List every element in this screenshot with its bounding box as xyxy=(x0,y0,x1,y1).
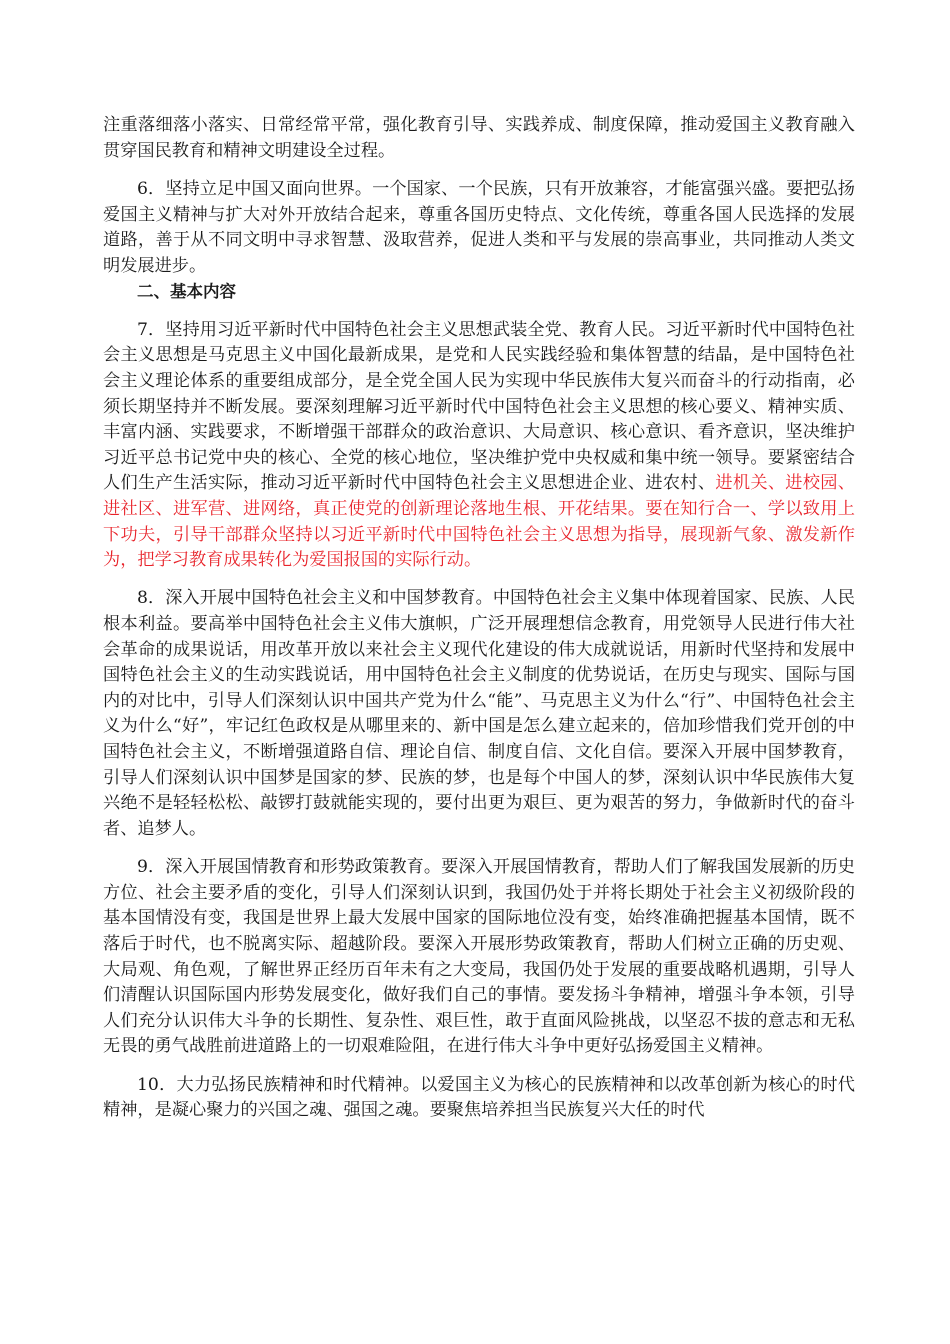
paragraph-7 xyxy=(103,318,855,574)
paragraph-7-highlighted-text: 进机关、进校园、进社区、进军营、进网络，真正使党的创新理论落地生根、开花结果。要在知行合一、学以致用上下功夫，引导干部群众坚持以习近平新时代中国特色社会主义思想为指导，展现新气象、激发新作为，把学习教育成果转化为爱国报国的实际行动。 xyxy=(103,473,855,571)
paragraph-continuation: 注重落细落小落实、日常经常平常，强化教育引导、实践养成、制度保障，推动爱国主义教育融入贯穿国民教育和精神文明建设全过程。 xyxy=(103,115,855,161)
paragraph-10: 10．大力弘扬民族精神和时代精神。以爱国主义为核心的民族精神和以改革创新为核心的时代精神，是凝心聚力的兴国之魂、强国之魂。要聚焦培养担当民族复兴大任的时代 xyxy=(103,1074,855,1121)
paragraph-9: 9．深入开展国情教育和形势政策教育。要深入开展国情教育，帮助人们了解我国发展新的历史方位、社会主要矛盾的变化，引导人们深刻认识到，我国仍处于并将长期处于社会主义初级阶段的基本国情没有变，我国是世界上最大发展中国家的国际地位没有变，始终准确把握基本国情，既不落后于时代，也不脱离实际、超越阶段。要深入开展形势政策教育，帮助人们树立正确的历史观、大局观、角色观，了解世界正经历百年未有之大变局，我国仍处于发展的重要战略机遇期，引导人们清醒认识国际国内形势发展变化，做好我们自己的事情。要发扬斗争精神，增强斗争本领，引导人们充分认识伟大斗争的长期性、复杂性、艰巨性，敢于直面风险挑战，以坚忍不拔的意志和无私无畏的勇气战胜前进道路上的一切艰难险阻，在进行伟大斗争中更好弘扬爱国主义精神。 xyxy=(103,857,855,1057)
paragraph-6: 6．坚持立足中国又面向世界。一个国家、一个民族，只有开放兼容，才能富强兴盛。要把弘扬爱国主义精神与扩大对外开放结合起来，尊重各国历史特点、文化传统，尊重各国人民选择的发展道路，善于从不同文明中寻求智慧、汲取营养，促进人类和平与发展的崇高事业，共同推动人类文明发展进步。 xyxy=(103,178,855,276)
paragraph-7-text: 7．坚持用习近平新时代中国特色社会主义思想武装全党、教育人民。习近平新时代中国特色社会主义思想是马克思主义中国化最新成果，是党和人民实践经验和集体智慧的结晶，是中国特色社会主义理论体系的重要组成部分，是全党全国人民为实现中华民族伟大复兴而奋斗的行动指南，必须长期坚持并不断发展。要深刻理解习近平新时代中国特色社会主义思想的核心要义、精神实质、丰富内涵、实践要求，不断增强干部群众的政治意识、大局意识、核心意识、看齐意识，坚决维护习近平总书记党中央的核心、全党的核心地位，坚决维护党中央权威和集中统一领导。要紧密结合人们生产生活实际，推动习近平新时代中国特色社会主义思想进企业、进农村、 xyxy=(103,319,855,494)
document-body xyxy=(103,113,855,1124)
section-heading-basic-content: 二、基本内容 xyxy=(137,282,236,302)
paragraph-8: 8．深入开展中国特色社会主义和中国梦教育。中国特色社会主义集中体现着国家、民族、人民根本利益。要高举中国特色社会主义伟大旗帜，广泛开展理想信念教育，用党领导人民进行伟大社会革命的成果说话，用改革开放以来社会主义现代化建设的伟大成就说话，用新时代坚持和发展中国特色社会主义的生动实践说话，用中国特色社会主义制度的优势说话，在历史与现实、国际与国内的对比中，引导人们深刻认识中国共产党为什么“能”、马克思主义为什么“行”、中国特色社会主义为什么“好”，牢记红色政权是从哪里来的、新中国是怎么建立起来的，倍加珍惜我们党开创的中国特色社会主义，不断增强道路自信、理论自信、制度自信、文化自信。要深入开展中国梦教育，引导人们深刻认识中国梦是国家的梦、民族的梦，也是每个中国人的梦，深刻认识中华民族伟大复兴绝不是轻轻松松、敲锣打鼓就能实现的，要付出更为艰巨、更为艰苦的努力，争做新时代的奋斗者、追梦人。 xyxy=(103,588,855,839)
